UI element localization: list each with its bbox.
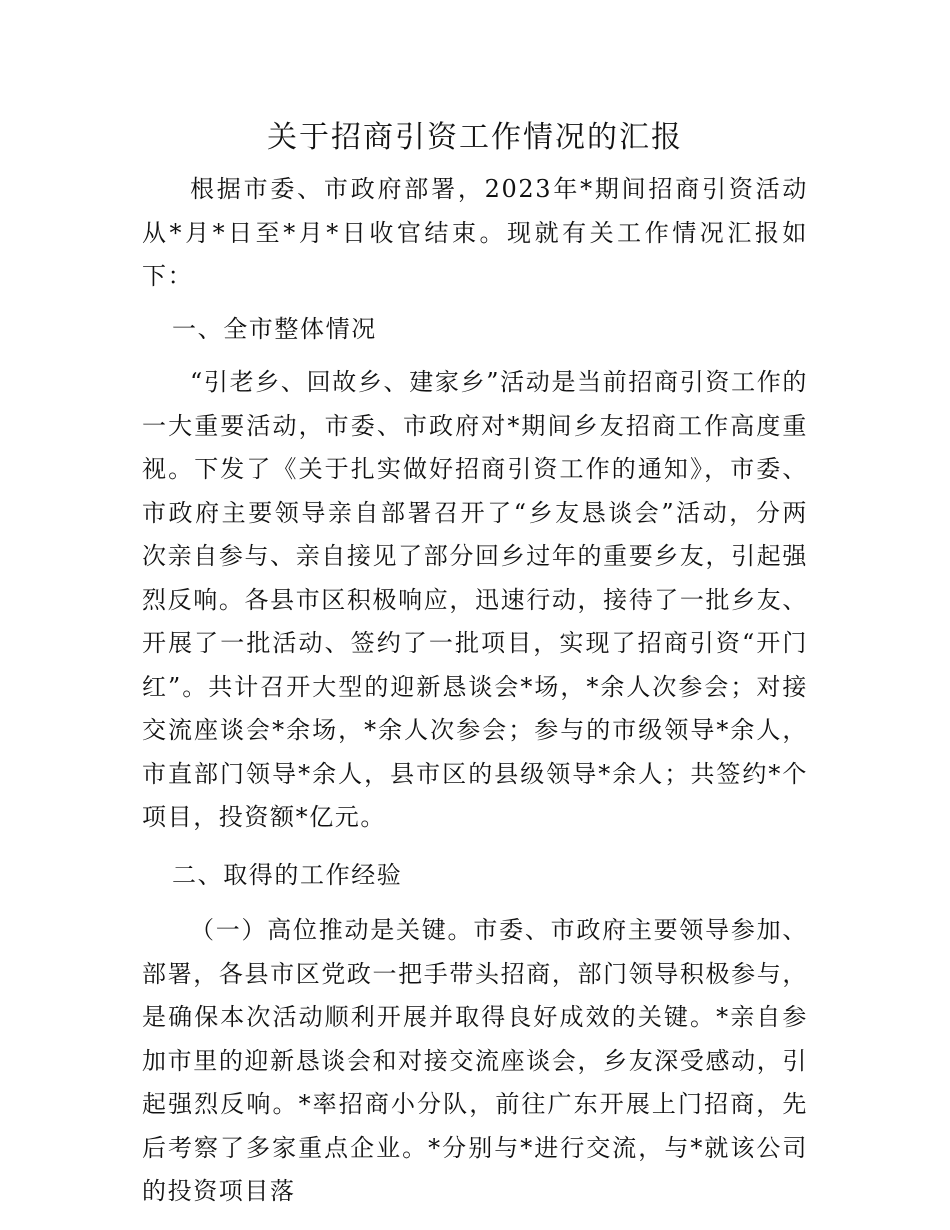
document-body	[142, 168, 808, 1214]
section-2-heading: 二、取得的工作经验	[172, 860, 403, 889]
intro-paragraph: 根据市委、市政府部署，2023年*期间招商引资活动从*月*日至*月*日收官结束。现就有关工作情况汇报如下：	[142, 175, 808, 290]
section-1-paragraph: “引老乡、回故乡、建家乡”活动是当前招商引资工作的一大重要活动，市委、市政府对*期间乡友招商工作高度重视。下发了《关于扎实做好招商引资工作的通知》，市委、市政府主要领导亲自部署召开了“乡友恳谈会”活动，分两次亲自参与、亲自接见了部分回乡过年的重要乡友，引起强烈反响。各县市区积极响应，迅速行动，接待了一批乡友、开展了一批活动、签约了一批项目，实现了招商引资“开门红”。共计召开大型的迎新恳谈会*场，*余人次参会；对接交流座谈会*余场，*余人次参会；参与的市级领导*余人，市直部门领导*余人，县市区的县级领导*余人；共签约*个项目，投资额*亿元。	[142, 368, 808, 831]
section-2-paragraph: （一）高位推动是关键。市委、市政府主要领导参加、部署，各县市区党政一把手带头招商，部门领导积极参与，是确保本次活动顺利开展并取得良好成效的关键。*亲自参加市里的迎新恳谈会和对接交流座谈会，乡友深受感动，引起强烈反响。*率招商小分队，前往广东开展上门招商，先后考察了多家重点企业。*分别与*进行交流，与*就该公司的投资项目落	[142, 916, 808, 1205]
page-title: 关于招商引资工作情况的汇报	[267, 120, 683, 155]
section-1-heading: 一、全市整体情况	[172, 314, 377, 343]
